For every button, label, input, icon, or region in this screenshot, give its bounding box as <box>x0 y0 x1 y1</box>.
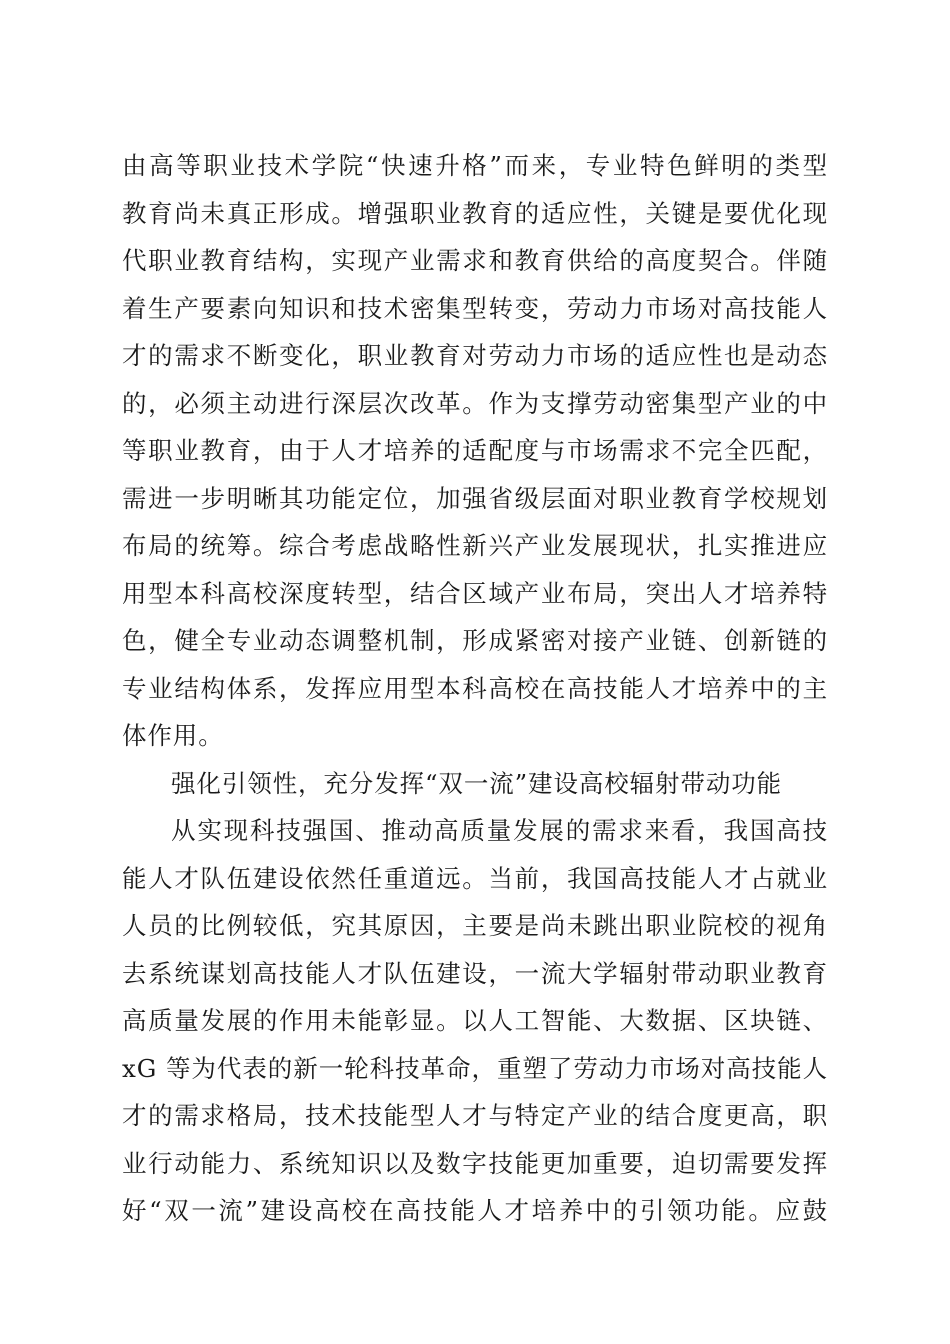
text-line: 用型本科高校深度转型，结合区域产业布局，突出人才培养特 <box>122 578 828 608</box>
text-line: 由高等职业技术学院“快速升格”而来，专业特色鲜明的类型 <box>122 151 828 180</box>
text-line: xG 等为代表的新一轮科技革命，重塑了劳动力市场对高技能人 <box>122 1053 828 1083</box>
text-line: 才的需求格局，技术技能型人才与特定产业的结合度更高，职 <box>122 1101 828 1130</box>
text-line: 从实现科技强国、推动高质量发展的需求来看，我国高技 <box>171 816 828 845</box>
text-line: 去系统谋划高技能人才队伍建设，一流大学辐射带动职业教育 <box>122 958 828 988</box>
text-line: 体作用。 <box>122 721 224 750</box>
text-line: 人员的比例较低，究其原因，主要是尚未跳出职业院校的视角 <box>122 911 828 940</box>
text-line: 色，健全专业动态调整机制，形成紧密对接产业链、创新链的 <box>122 626 828 655</box>
text-line: 的，必须主动进行深层次改革。作为支撑劳动密集型产业的中 <box>122 388 828 418</box>
text-line: 着生产要素向知识和技术密集型转变，劳动力市场对高技能人 <box>122 293 828 323</box>
text-line: 需进一步明晰其功能定位，加强省级层面对职业教育学校规划 <box>122 483 828 513</box>
text-line: 才的需求不断变化，职业教育对劳动力市场的适应性也是动态 <box>122 341 828 370</box>
text-line: 教育尚未真正形成。增强职业教育的适应性，关键是要优化现 <box>122 198 828 228</box>
section-heading-line: 强化引领性，充分发挥“双一流”建设高校辐射带动功能 <box>171 768 783 798</box>
body-text <box>122 142 828 1235</box>
text-line: 等职业教育，由于人才培养的适配度与市场需求不完全匹配， <box>122 436 828 465</box>
text-line: 布局的统筹。综合考虑战略性新兴产业发展现状，扎实推进应 <box>122 531 828 560</box>
text-line: 代职业教育结构，实现产业需求和教育供给的高度契合。伴随 <box>122 246 828 275</box>
text-line: 高质量发展的作用未能彰显。以人工智能、大数据、区块链、 <box>122 1006 828 1035</box>
text-line: 能人才队伍建设依然任重道远。当前，我国高技能人才占就业 <box>122 863 828 893</box>
text-line: 专业结构体系，发挥应用型本科高校在高技能人才培养中的主 <box>122 673 828 703</box>
text-line: 好“双一流”建设高校在高技能人才培养中的引领功能。应鼓 <box>122 1196 828 1225</box>
text-line: 业行动能力、系统知识以及数字技能更加重要，迫切需要发挥 <box>122 1148 828 1178</box>
